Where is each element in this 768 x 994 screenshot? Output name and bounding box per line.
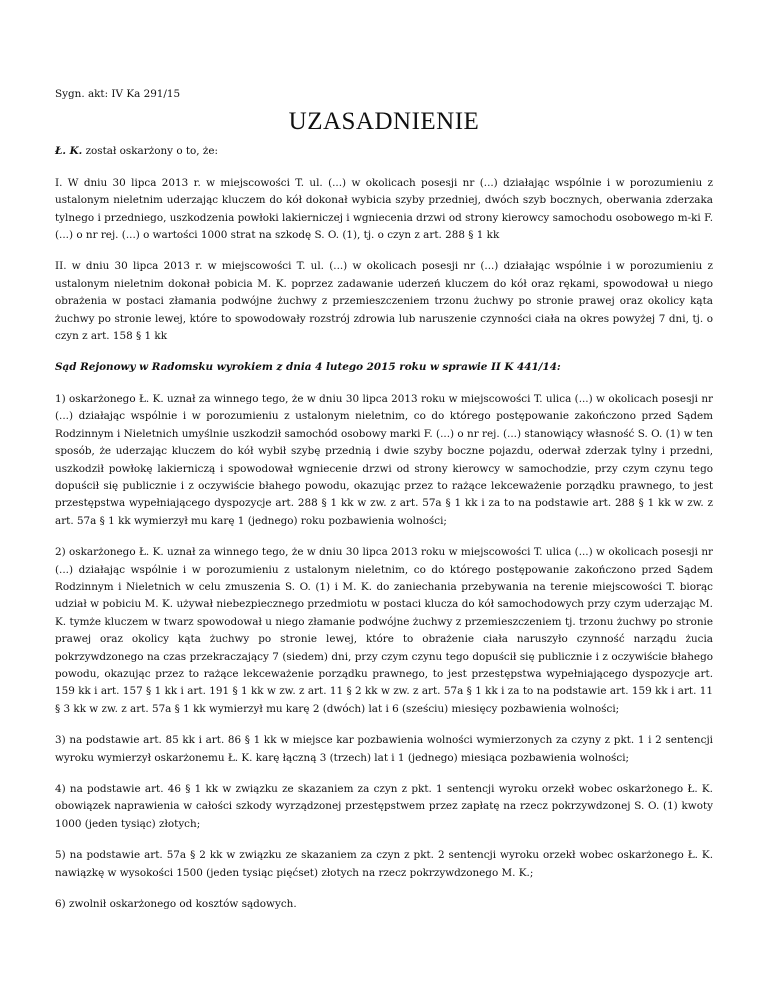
- verdict-item-5: 5) na podstawie art. 57a § 2 kk w związku ze skazaniem za czyn z pkt. 2 sentencji wyroku orzekł wobec oskarżonego Ł. K. nawiązkę w wysokości 1500 (jeden tysiąc pięćset) złotych na rzecz pokrzywdzonego M. K.;: [55, 849, 713, 879]
- court-heading: Sąd Rejonowy w Radomsku wyrokiem z dnia 4 lutego 2015 roku w sprawie II K 441/14:: [55, 361, 561, 374]
- document-title: UZASADNIENIE: [288, 108, 480, 136]
- intro-text: został oskarżony o to, że:: [82, 145, 219, 158]
- intro-paragraph: [55, 143, 713, 160]
- defendant-name: Ł. K.: [55, 145, 83, 158]
- verdict-item-4: 4) na podstawie art. 46 § 1 kk w związku ze skazaniem za czyn z pkt. 1 sentencji wyroku orzekł wobec oskarżonego Ł. K. obowiązek naprawienia w całości szkody wyrządzonej przestępstwem przez zapłatę na rzecz pokrzywdzonej S. O. (1) kwoty 1000 (jeden tysiąc) złotych;: [55, 783, 713, 830]
- charge-paragraph-2: II. w dniu 30 lipca 2013 r. w miejscowości T. ul. (...) w okolicach posesji nr (...) działając wspólnie i w porozumieniu z ustalonym nieletnim dokonał pobicia M. K. poprzez zadawanie uderzeń kluczem do kół oraz rękami, spowodował u niego obrażenia w postaci złamania podwójne żuchwy z przemieszczeniem trzonu żuchwy po stronie prawej oraz okolicy kąta żuchwy po stronie lewej, które to spowodowały rozstrój zdrowia lub naruszenie czynności ciała na okres powyżej 7 dni, tj. o czyn z art. 158 § 1 kk: [55, 260, 713, 343]
- verdict-item-2: 2) oskarżonego Ł. K. uznał za winnego tego, że w dniu 30 lipca 2013 roku w miejscowości T. ulica (...) w okolicach posesji nr (...) działając wspólnie i w porozumieniu z ustalonym nieletnim, co do którego postępowanie zakończono przed Sądem Rodzinnym i Nieletnich w celu zmuszenia S. O. (1) i M. K. do zaniechania przebywania na terenie miejscowości T. biorąc udział w pobiciu M. K. używał niebezpiecznego przedmiotu w postaci klucza do kół samochodowych przy czym uderzając M. K. tymże kluczem w twarz spowodował u niego złamanie podwójne żuchwy z przemieszczeniem tj. trzonu żuchwy po stronie prawej oraz okolicy kąta żuchwy po stronie lewej, które to obrażenie ciała naruszyło czynność narządu żucia pokrzywdzonego na czas przekraczający 7 (siedem) dni, przy czym czynu tego dopuścił się publicznie i z oczywiście błahego powodu, okazując przez to rażące lekceważenie porządku prawnego, to jest przestępstwa wypełniającego dyspozycje art. 159 kk i art. 157 § 1 kk i art. 191 § 1 kk w zw. z art. 11 § 2 kk w zw. z art. 57a § 1 kk i za to na podstawie art. 159 kk i art. 11 § 3 kk w zw. z art. 57a § 1 kk wymierzył mu karę 2 (dwóch) lat i 6 (sześciu) miesięcy pozbawienia wolności;: [55, 546, 713, 715]
- case-signature: Sygn. akt: IV Ka 291/15: [55, 88, 181, 100]
- verdict-item-3: 3) na podstawie art. 85 kk i art. 86 § 1 kk w miejsce kar pozbawienia wolności wymierzonych za czyny z pkt. 1 i 2 sentencji wyroku wymierzył oskarżonemu Ł. K. karę łączną 3 (trzech) lat i 1 (jednego) miesiąca pozbawienia wolności;: [55, 734, 713, 764]
- verdict-item-1: 1) oskarżonego Ł. K. uznał za winnego tego, że w dniu 30 lipca 2013 roku w miejscowości T. ulica (...) w okolicach posesji nr (...) działając wspólnie i w porozumieniu z ustalonym nieletnim, co do którego postępowanie zakończono przed Sądem Rodzinnym i Nieletnich umyślnie uszkodził samochód osobowy marki F. (...) o nr rej. (...) stanowiący własność S. O. (1) w ten sposób, że uderzając kluczem do kół wybił szybę przednią i dwie szyby boczne pojazdu, oderwał zderzak tylny i przedni, uszkodził powłokę lakierniczą i spowodował wgniecenie drzwi od strony kierowcy w samochodzie, przy czym czynu tego dopuścił się publicznie i z oczywiście błahego powodu, okazując przez to rażące lekceważenie porządku prawnego, to jest przestępstwa wypełniającego dyspozycje art. 288 § 1 kk w zw. z art. 57a § 1 kk i za to na podstawie art. 288 § 1 kk w zw. z art. 57a § 1 kk wymierzył mu karę 1 (jednego) roku pozbawienia wolności;: [55, 392, 713, 527]
- verdict-item-6: 6) zwolnił oskarżonego od kosztów sądowych.: [55, 898, 297, 911]
- charge-paragraph-1: I. W dniu 30 lipca 2013 r. w miejscowości T. ul. (...) w okolicach posesji nr (...) działając wspólnie i w porozumieniu z ustalonym nieletnim uderzając kluczem do kół dokonał wybicia szyby przedniej, dwóch szyb bocznych, oberwania zderzaka tylnego i przedniego, uszkodzenia powłoki lakierniczej i wgniecenia drzwi od strony kierowcy samochodu osobowego m-ki F. (...) o nr rej. (...) o wartości 1000 strat na szkodę S. O. (1), tj. o czyn z art. 288 § 1 kk: [55, 176, 713, 242]
